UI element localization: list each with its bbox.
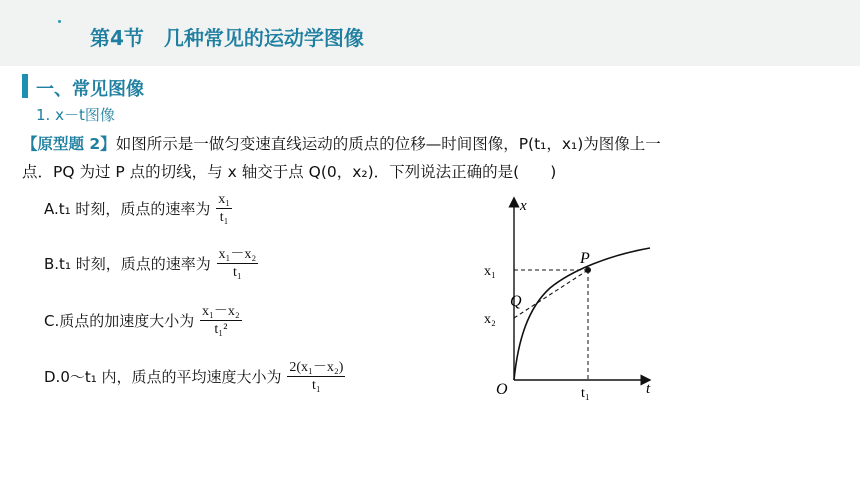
question-tag: 【原型题 2】 xyxy=(22,135,116,153)
section-title: 一、常见图像 xyxy=(36,79,144,100)
option-b-fraction xyxy=(217,247,259,282)
option-a-text: A.t₁ 时刻，质点的速率为 xyxy=(44,200,211,218)
option-c-fraction xyxy=(200,304,242,339)
option-d-text: D.0～t₁ 内，质点的平均速度大小为 xyxy=(44,368,282,386)
option-d[interactable] xyxy=(44,360,345,395)
xt-graph xyxy=(470,190,670,410)
option-a-fraction xyxy=(216,192,232,227)
option-c[interactable] xyxy=(44,304,242,339)
option-a[interactable] xyxy=(44,192,232,227)
option-b-text: B.t₁ 时刻，质点的速率为 xyxy=(44,255,211,273)
question-stem-1: 如图所示是一做匀变速直线运动的质点的位移—时间图像，P(t₁，x₁)为图像上一 xyxy=(115,135,661,153)
option-b[interactable] xyxy=(44,247,258,282)
y-axis-label: x xyxy=(520,198,527,214)
subsection-title: 1. x－t图像 xyxy=(36,106,115,124)
option-c-numerator: x₁－x₂ xyxy=(202,304,240,319)
question-line-2: 点．PQ 为过 P 点的切线，与 x 轴交于点 Q(0，x₂)．下列说法正确的是( ) xyxy=(22,163,557,181)
option-b-denominator: t₁ xyxy=(233,265,242,280)
x1-label: x₁ xyxy=(484,264,496,279)
p-label: P xyxy=(580,250,590,267)
question-line-1 xyxy=(22,132,661,154)
option-b-numerator: x₁－x₂ xyxy=(218,247,257,262)
option-d-numerator: 2(x₁－x₂) xyxy=(289,360,344,375)
option-c-text: C.质点的加速度大小为 xyxy=(44,312,195,330)
q-label: Q xyxy=(510,293,522,310)
xt-curve xyxy=(514,248,650,380)
tangent-line xyxy=(514,270,588,318)
option-a-denominator: t₁ xyxy=(219,210,229,225)
page-title: 第4节 几种常见的运动学图像 xyxy=(90,26,364,50)
option-a-numerator: x₁ xyxy=(218,192,231,207)
section-marker xyxy=(22,74,28,98)
point-p xyxy=(585,267,591,273)
x-axis-label: t xyxy=(646,381,651,397)
t1-label: t₁ xyxy=(581,386,590,401)
header-decoration-dot xyxy=(58,20,61,23)
option-d-fraction xyxy=(287,360,345,395)
option-d-denominator: t₁ xyxy=(311,378,321,393)
x2-label: x₂ xyxy=(484,312,496,327)
origin-label: O xyxy=(496,381,508,398)
option-c-denominator: t₁² xyxy=(214,322,228,337)
